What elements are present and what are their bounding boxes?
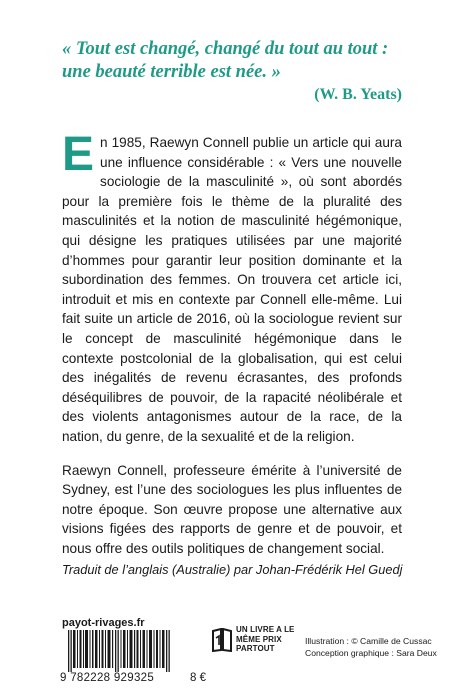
fixed-price-logo-text: UN LIVRE A LE MÊME PRIX PARTOUT xyxy=(236,625,295,653)
illustration-credit: Illustration : © Camille de Cussac xyxy=(305,636,432,646)
price: 8 € xyxy=(190,672,206,684)
description xyxy=(62,128,402,558)
paragraph-1-text: n 1985, Raewyn Connell publie un article qui aura une influence considérable : « Vers une nouvelle sociologie de la masculinité », où sont abordés pour la première fois le thème de la pluralité des masculinités et la notion de masculinité hégémonique, qui désigne les pratiques utilisées par une majorité d’hommes pour garantir leur position dominante et la subordination des femmes. On trouvera cet article ici, introduit et mis en contexte par Connell elle-même. Lui fait suite un article de 2016, où la sociologue revient sur le concept de masculinité hégémonique dans le contexte postcolonial de la globalisation, qui est celui des inégalités de revenu écrasantes, des profonds déséquilibres de pouvoir, de la rapacité néolibérale et des violents antagonismes autour de la race, de la nation, du genre, de la sexualité et de la religion. xyxy=(62,135,402,444)
barcode-icon xyxy=(68,630,178,672)
translator-credit: Traduit de l’anglais (Australie) par Johan-Frédérik Hel Guedj xyxy=(62,562,403,577)
isbn-barcode xyxy=(60,630,185,685)
design-credit: Conception graphique : Sara Deux xyxy=(305,648,437,658)
description-paragraph-2: Raewyn Connell, professeure émérite à l’université de Sydney, est l’une des sociologues les plus influentes de notre époque. Son œuvre propose une alternative aux visions figées des rapports de genre et de pouvoir, et nous offre des outils politiques de changement social. xyxy=(62,462,402,556)
credits xyxy=(305,635,435,659)
epigraph-quote: « Tout est changé, changé du tout au tout : une beauté terrible est née. » xyxy=(62,39,389,82)
book-price-logo-icon xyxy=(212,628,232,652)
isbn-number: 9 782228 929325 xyxy=(60,672,155,684)
description-paragraph-1 xyxy=(62,128,402,447)
publisher-website: payot-rivages.fr xyxy=(62,617,145,629)
drop-cap: E xyxy=(62,128,95,181)
epigraph-author: (W. B. Yeats) xyxy=(314,86,402,103)
drop-cap-wrapper xyxy=(62,128,95,181)
